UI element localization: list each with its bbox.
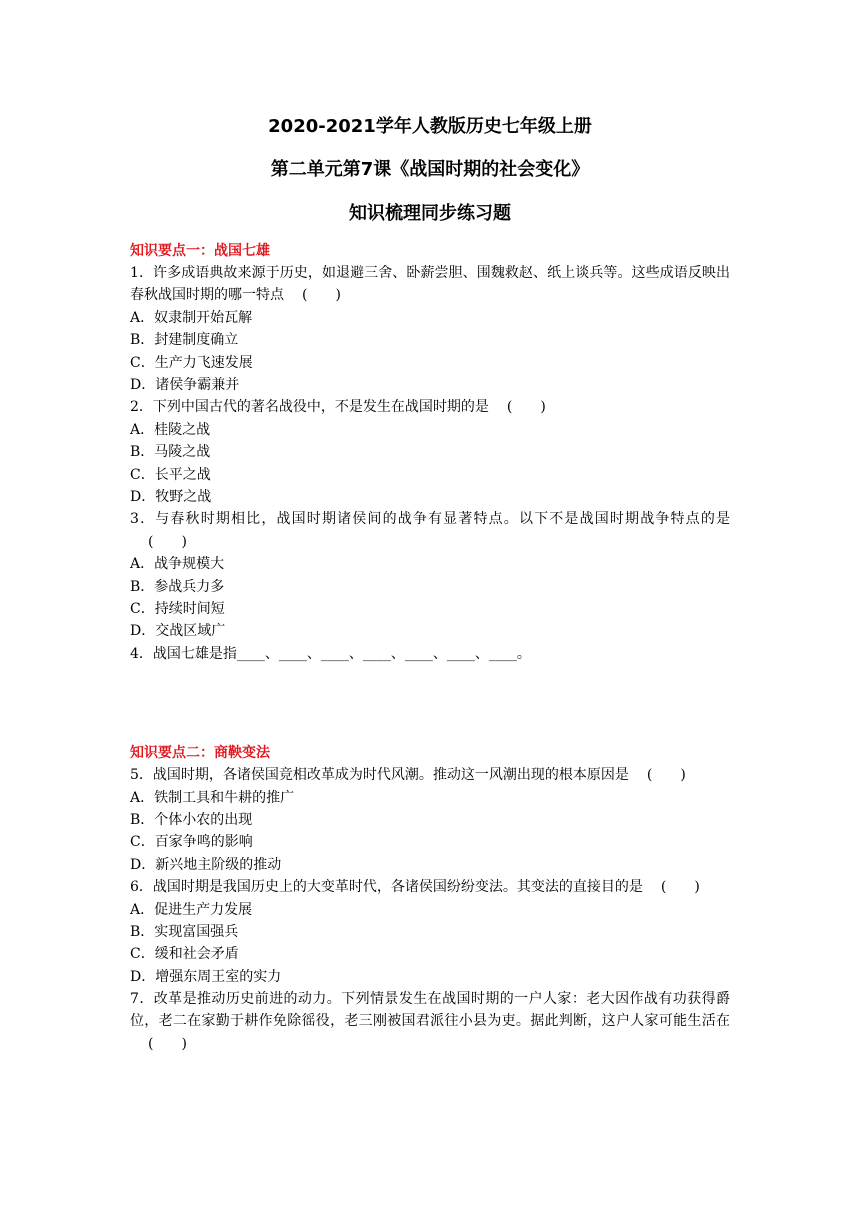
question-2 (130, 396, 730, 418)
question-text: 1．许多成语典故来源于历史，如退避三舍、卧薪尝胆、围魏救赵、纸上谈兵等。这些成语反映出春秋战国时期的哪一特点 ( ) (130, 265, 730, 304)
option-c: C．生产力飞速发展 (130, 354, 253, 371)
option-a: A．铁制工具和牛耕的推广 (130, 789, 295, 806)
option-a: A．奴隶制开始瓦解 (130, 309, 253, 326)
question-3 (130, 508, 730, 553)
option-d: D．牧野之战 (130, 488, 212, 505)
content (130, 240, 730, 1055)
title-line-2: 第二单元第7课《战国时期的社会变化》 (270, 159, 590, 180)
section-heading-1: 知识要点一：战国七雄 (130, 243, 270, 259)
option-a: A．桂陵之战 (130, 421, 211, 438)
question-6 (130, 876, 730, 898)
question-text: 3．与春秋时期相比，战国时期诸侯间的战争有显著特点。以下不是战国时期战争特点的是( ) (130, 511, 730, 550)
section-heading-2: 知识要点二：商鞅变法 (130, 745, 270, 762)
option-c: C．缓和社会矛盾 (130, 946, 239, 963)
section-spacer (130, 665, 730, 742)
answer-paren: ( ) (660, 879, 700, 896)
answer-paren: ( ) (302, 287, 341, 304)
question-text: 4．战国七雄是指____、____、____、____、____、____、____。 (130, 645, 531, 662)
option-a: A．促进生产力发展 (130, 901, 253, 918)
title-line-1: 2020-2021学年人教版历史七年级上册 (268, 116, 592, 137)
option-d: D．新兴地主阶级的推动 (130, 856, 282, 873)
title-block (0, 116, 860, 225)
option-b: B．个体小农的出现 (130, 811, 253, 828)
question-text: 6．战国时期是我国历史上的大变革时代，各诸侯国纷纷变法。其变法的直接目的是 ( ) (130, 879, 700, 896)
question-text: 5．战国时期，各诸侯国竞相改革成为时代风潮。推动这一风潮出现的根本原因是 ( ) (130, 767, 686, 784)
answer-paren: ( ) (506, 399, 546, 416)
question-1 (130, 262, 730, 307)
question-7 (130, 988, 730, 1055)
question-text: 2．下列中国古代的著名战役中，不是发生在战国时期的是 ( ) (130, 399, 546, 416)
question-5 (130, 764, 730, 786)
question-4 (130, 643, 730, 665)
title-line-3: 知识梳理同步练习题 (349, 203, 511, 224)
answer-paren: ( ) (646, 767, 686, 784)
option-b: B．参战兵力多 (130, 578, 225, 595)
answer-paren: ( ) (148, 1035, 187, 1052)
answer-paren: ( ) (148, 533, 187, 550)
option-b: B．封建制度确立 (130, 332, 239, 349)
option-d: D．交战区域广 (130, 623, 226, 640)
option-c: C．长平之战 (130, 466, 211, 483)
option-d: D．增强东周王室的实力 (130, 968, 282, 985)
option-c: C．百家争鸣的影响 (130, 834, 253, 851)
option-c: C．持续时间短 (130, 600, 225, 617)
question-text: 7．改革是推动历史前进的动力。下列情景发生在战国时期的一户人家：老大因作战有功获得爵位，老二在家勤于耕作免除徭役，老三刚被国君派往小县为吏。据此判断，这户人家可能生活在( ) (130, 991, 730, 1052)
option-d: D．诸侯争霸兼并 (130, 376, 240, 393)
option-b: B．马陵之战 (130, 444, 211, 461)
option-b: B．实现富国强兵 (130, 923, 239, 940)
option-a: A．战争规模大 (130, 556, 225, 573)
